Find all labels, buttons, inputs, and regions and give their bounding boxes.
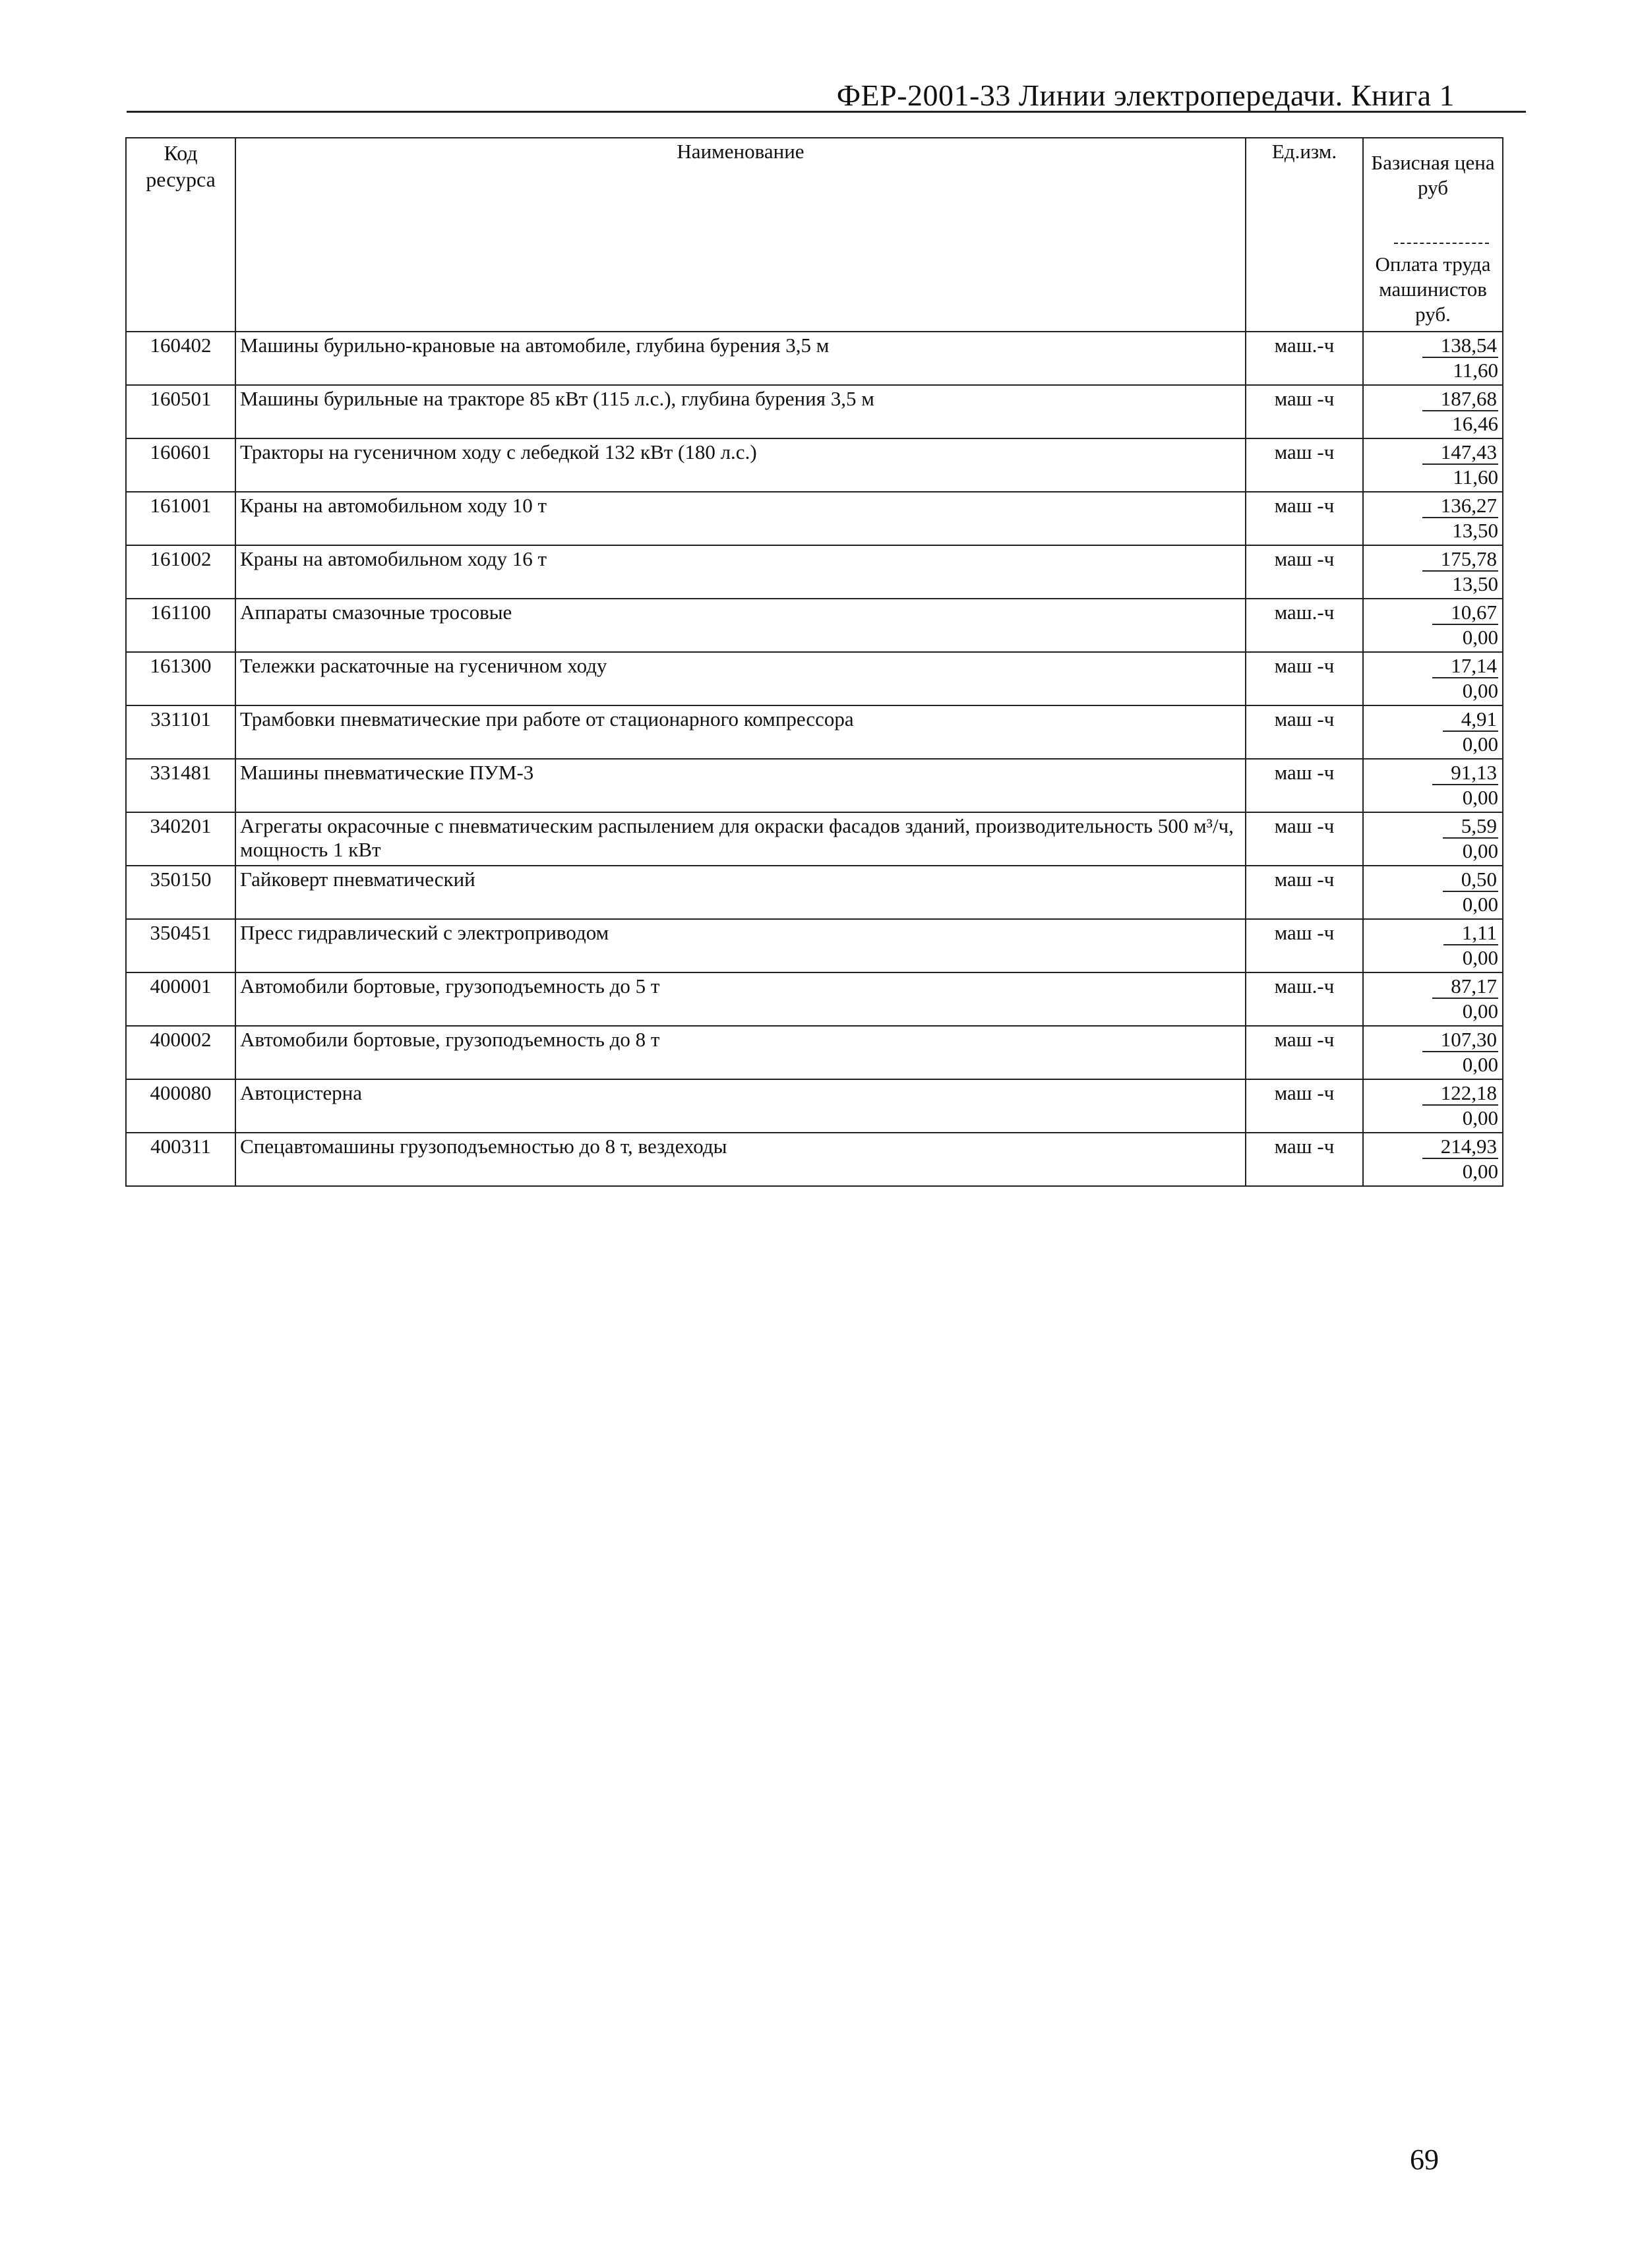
base-price-value: 187,68 <box>1422 388 1498 411</box>
base-price-value: 4,91 <box>1443 708 1498 732</box>
base-price-value: 175,78 <box>1422 548 1498 572</box>
resource-price <box>1363 866 1503 919</box>
resource-unit: маш.-ч <box>1246 599 1363 652</box>
table-row <box>126 705 1503 759</box>
resource-unit: маш -ч <box>1246 1133 1363 1186</box>
resource-price <box>1363 972 1503 1026</box>
resource-price <box>1363 545 1503 599</box>
resource-code: 160402 <box>126 332 235 385</box>
resource-unit: маш -ч <box>1246 1026 1363 1079</box>
labor-cost-value: 0,00 <box>1462 1160 1498 1183</box>
resource-code: 400002 <box>126 1026 235 1079</box>
resource-price <box>1363 438 1503 492</box>
resource-unit: маш -ч <box>1246 385 1363 438</box>
resource-unit: маш -ч <box>1246 1079 1363 1133</box>
base-price-value: 136,27 <box>1422 494 1498 518</box>
resource-unit: маш -ч <box>1246 705 1363 759</box>
resource-price <box>1363 652 1503 705</box>
resource-price <box>1363 1079 1503 1133</box>
labor-cost-value: 13,50 <box>1452 519 1498 542</box>
resource-code: 400080 <box>126 1079 235 1133</box>
labor-cost-value: 0,00 <box>1462 626 1498 649</box>
resource-unit: маш.-ч <box>1246 972 1363 1026</box>
base-price-value: 138,54 <box>1422 334 1498 358</box>
resource-name: Машины пневматические ПУМ-3 <box>235 759 1246 812</box>
resource-name: Автоцистерна <box>235 1079 1246 1133</box>
table-header <box>126 138 1503 332</box>
labor-cost-value: 0,00 <box>1462 839 1498 862</box>
header-labor-cost: Оплата труда машинистов руб. <box>1375 253 1491 326</box>
table-row <box>126 972 1503 1026</box>
table-row <box>126 812 1503 866</box>
page-number: 69 <box>1410 2143 1439 2176</box>
table-row <box>126 438 1503 492</box>
resource-unit: маш -ч <box>1246 759 1363 812</box>
labor-cost-value: 0,00 <box>1462 1053 1498 1076</box>
base-price-value: 122,18 <box>1422 1082 1498 1106</box>
labor-cost-value: 16,46 <box>1452 412 1498 435</box>
resource-name: Тележки раскаточные на гусеничном ходу <box>235 652 1246 705</box>
title-sep <box>127 111 1526 113</box>
resource-name: Тракторы на гусеничном ходу с лебедкой 132 кВт (180 л.с.) <box>235 438 1246 492</box>
resource-code: 400001 <box>126 972 235 1026</box>
resource-code: 161100 <box>126 599 235 652</box>
labor-cost-value: 0,00 <box>1462 1106 1498 1129</box>
resource-name: Спецавтомашины грузоподъемностью до 8 т, вездеходы <box>235 1133 1246 1186</box>
base-price-value: 5,59 <box>1443 815 1498 839</box>
resource-unit: маш -ч <box>1246 919 1363 972</box>
labor-cost-value: 0,00 <box>1462 1000 1498 1023</box>
table-row <box>126 385 1503 438</box>
table-body <box>126 332 1503 1186</box>
header-unit: Ед.изм. <box>1246 138 1363 332</box>
resource-name: Агрегаты окрасочные с пневматическим распылением для окраски фасадов зданий, производительность 500 м³/ч, мощность 1 кВт <box>235 812 1246 866</box>
resource-price <box>1363 1133 1503 1186</box>
table-row <box>126 492 1503 545</box>
labor-cost-value: 0,00 <box>1462 946 1498 969</box>
resource-price <box>1363 385 1503 438</box>
header-code: Код ресурса <box>126 138 235 332</box>
resource-code: 161001 <box>126 492 235 545</box>
resource-name: Краны на автомобильном ходу 16 т <box>235 545 1246 599</box>
resource-name: Машины бурильно-крановые на автомобиле, глубина бурения 3,5 м <box>235 332 1246 385</box>
table-row <box>126 759 1503 812</box>
labor-cost-value: 0,00 <box>1462 786 1498 809</box>
resource-unit: маш -ч <box>1246 438 1363 492</box>
table-row <box>126 1079 1503 1133</box>
resource-name: Краны на автомобильном ходу 10 т <box>235 492 1246 545</box>
resource-price <box>1363 919 1503 972</box>
base-price-value: 107,30 <box>1422 1029 1498 1052</box>
labor-cost-value: 0,00 <box>1462 893 1498 916</box>
resource-name: Трамбовки пневматические при работе от стационарного компрессора <box>235 705 1246 759</box>
resource-code: 350451 <box>126 919 235 972</box>
resource-code: 161002 <box>126 545 235 599</box>
labor-cost-value: 13,50 <box>1452 572 1498 595</box>
table-row <box>126 545 1503 599</box>
resource-price <box>1363 332 1503 385</box>
resource-name: Гайковерт пневматический <box>235 866 1246 919</box>
resource-unit: маш -ч <box>1246 866 1363 919</box>
resource-code: 161300 <box>126 652 235 705</box>
resource-code: 340201 <box>126 812 235 866</box>
resource-code: 160501 <box>126 385 235 438</box>
base-price-value: 10,67 <box>1432 601 1498 625</box>
table-row <box>126 866 1503 919</box>
resource-code: 331481 <box>126 759 235 812</box>
table-row <box>126 919 1503 972</box>
resource-price <box>1363 705 1503 759</box>
resource-price <box>1363 759 1503 812</box>
header-name: Наименование <box>235 138 1246 332</box>
base-price-value: 0,50 <box>1443 868 1498 892</box>
table-row <box>126 652 1503 705</box>
resource-code: 350150 <box>126 866 235 919</box>
labor-cost-value: 0,00 <box>1462 679 1498 702</box>
resource-unit: маш -ч <box>1246 652 1363 705</box>
labor-cost-value: 11,60 <box>1453 359 1498 382</box>
base-price-value: 91,13 <box>1432 761 1498 785</box>
base-price-value: 147,43 <box>1422 441 1498 465</box>
resource-price <box>1363 812 1503 866</box>
table-row <box>126 1026 1503 1079</box>
resource-price <box>1363 1026 1503 1079</box>
resource-price <box>1363 599 1503 652</box>
resource-unit: маш.-ч <box>1246 332 1363 385</box>
base-price-value: 87,17 <box>1432 975 1498 999</box>
resource-code: 160601 <box>126 438 235 492</box>
resource-name: Машины бурильные на тракторе 85 кВт (115 л.с.), глубина бурения 3,5 м <box>235 385 1246 438</box>
resource-name: Аппараты смазочные тросовые <box>235 599 1246 652</box>
labor-cost-value: 0,00 <box>1462 732 1498 756</box>
table-row <box>126 599 1503 652</box>
resource-price <box>1363 492 1503 545</box>
header-base-price: Базисная цена руб <box>1371 151 1495 199</box>
resource-name: Автомобили бортовые, грузоподъемность до 5 т <box>235 972 1246 1026</box>
resource-table <box>125 137 1503 1187</box>
base-price-value: 214,93 <box>1422 1135 1498 1159</box>
resource-unit: маш -ч <box>1246 812 1363 866</box>
table-row <box>126 1133 1503 1186</box>
resource-code: 331101 <box>126 705 235 759</box>
running-title: ФЕР-2001-33 Линии электропередачи. Книга 1 <box>836 78 1455 112</box>
resource-name: Пресс гидравлический с электроприводом <box>235 919 1246 972</box>
resource-name: Автомобили бортовые, грузоподъемность до 8 т <box>235 1026 1246 1079</box>
table-row <box>126 332 1503 385</box>
base-price-value: 17,14 <box>1432 655 1498 678</box>
base-price-value: 1,11 <box>1443 922 1498 945</box>
resource-unit: маш -ч <box>1246 545 1363 599</box>
resource-unit: маш -ч <box>1246 492 1363 545</box>
header-price <box>1363 138 1503 332</box>
labor-cost-value: 11,60 <box>1453 465 1498 489</box>
resource-code: 400311 <box>126 1133 235 1186</box>
